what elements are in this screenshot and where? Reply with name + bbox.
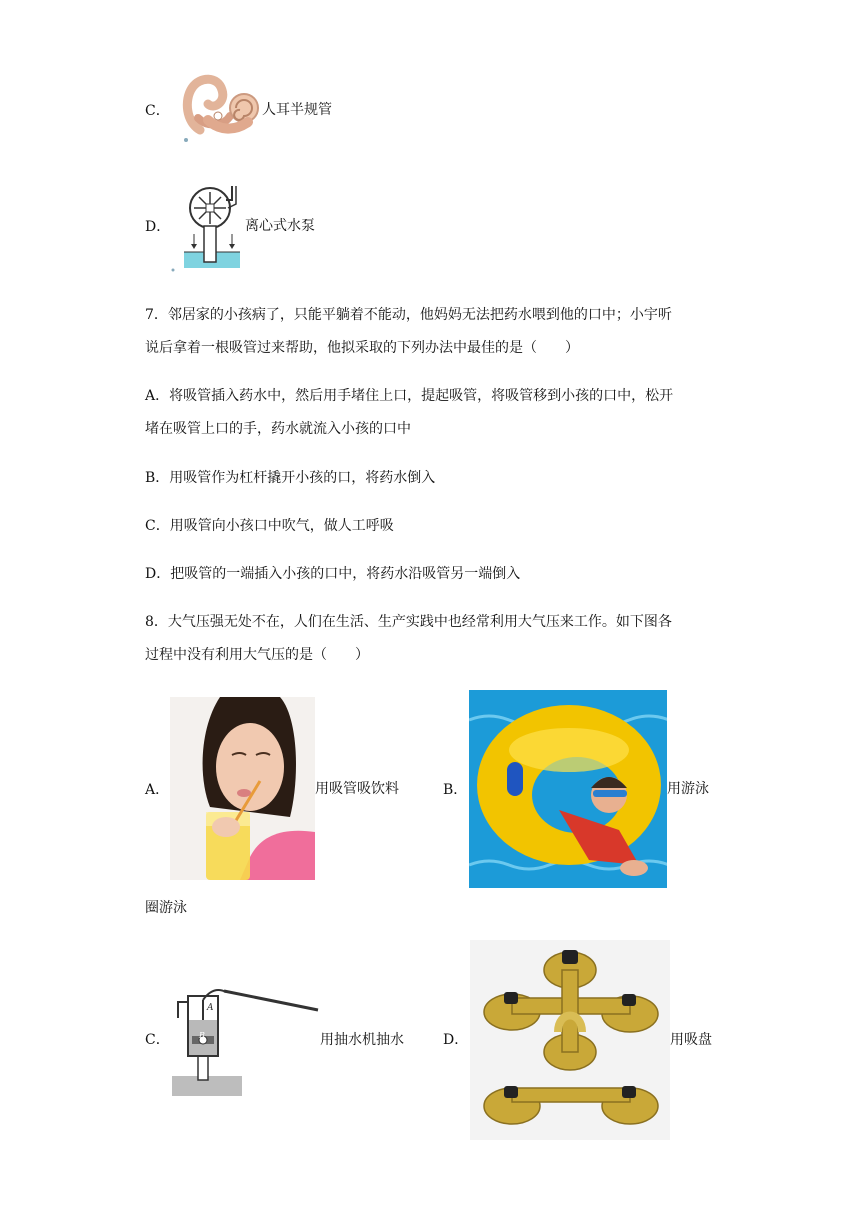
q8-option-b-caption-wrap: 圈游泳 (145, 900, 187, 916)
option-d-letter: D． (145, 219, 171, 235)
suction-cup-lifter-photo (470, 940, 670, 1140)
q8-option-d-letter: D． (443, 1032, 469, 1048)
q7-option-c: C．用吸管向小孩口中吹气，做人工呼吸 (145, 518, 394, 534)
q8-option-c-caption: 用抽水机抽水 (320, 1032, 404, 1048)
q7-option-d: D．把吸管的一端插入小孩的口中，将药水沿吸管另一端倒入 (145, 566, 521, 582)
q8-option-b-letter: B． (443, 782, 468, 798)
q8-option-d-caption: 用吸盘 (670, 1032, 712, 1048)
option-d-caption: 离心式水泵 (245, 218, 315, 234)
q8-option-b-caption: 用游泳 (667, 781, 709, 797)
pump-label-a: A (207, 1003, 214, 1013)
centrifugal-pump-diagram (170, 182, 245, 272)
q8-option-a-caption: 用吸管吸饮料 (315, 781, 399, 797)
q8-stem-line1: 8．大气压强无处不在，人们在生活、生产实践中也经常利用大气压来工作。如下图各 (145, 614, 672, 630)
q7-stem-line1: 7．邻居家的小孩病了，只能平躺着不能动，他妈妈无法把药水喂到他的口中；小宇听 (145, 307, 672, 323)
option-c-caption: 人耳半规管 (262, 102, 332, 118)
q7-option-a-line2: 堵在吸管上口的手，药水就流入小孩的口中 (145, 421, 411, 437)
girl-drinking-straw-photo (170, 697, 315, 880)
q7-stem-line2: 说后拿着一根吸管过来帮助，他拟采取的下列办法中最佳的是（ ） (145, 340, 579, 356)
option-c-letter: C． (145, 103, 170, 119)
pump-label-b: B (199, 1031, 205, 1040)
q8-option-a-letter: A． (145, 782, 170, 798)
hand-pump-diagram (170, 980, 320, 1098)
q7-option-a-line1: A．将吸管插入药水中，然后用手堵住上口，提起吸管，将吸管移到小孩的口中，松开 (145, 388, 674, 404)
semicircular-canal-illustration (178, 70, 262, 146)
q8-option-c-letter: C． (145, 1032, 170, 1048)
q8-stem-line2: 过程中没有利用大气压的是（ ） (145, 647, 369, 663)
q7-option-b: B．用吸管作为杠杆撬开小孩的口，将药水倒入 (145, 470, 436, 486)
swim-ring-photo (469, 690, 667, 888)
